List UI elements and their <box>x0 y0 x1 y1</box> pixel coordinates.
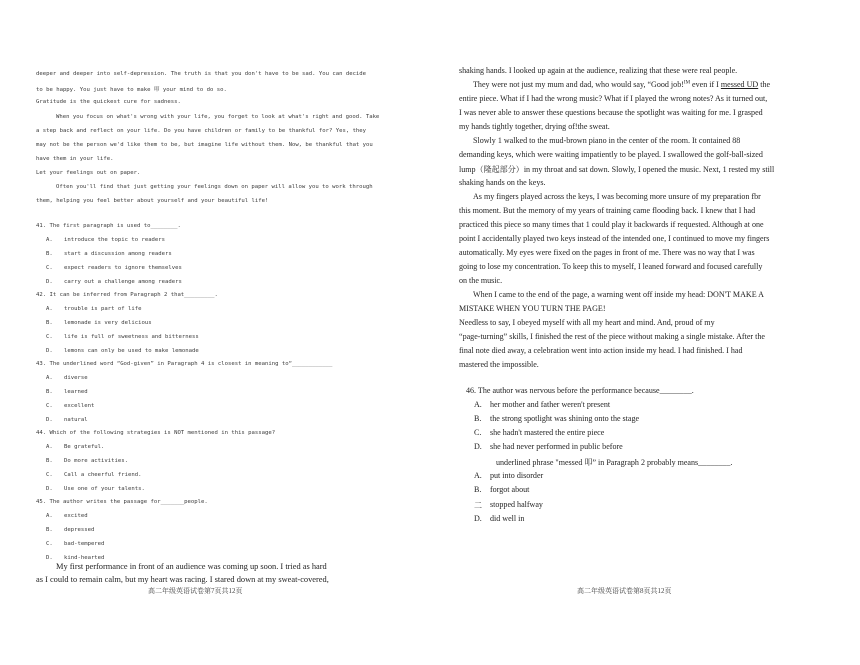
option-letter: D. <box>474 442 482 451</box>
option-text: stopped halfway <box>490 500 543 509</box>
option-letter: A. <box>474 471 482 480</box>
option-text: diverse <box>64 375 88 381</box>
option-text: learned <box>64 389 88 395</box>
story-line: going to lose my concentration. To keep this to myself, I leaned forward and focused carefully <box>459 262 763 271</box>
option-letter: A. <box>46 237 53 243</box>
option-letter: C. <box>46 334 53 340</box>
story-line: demanding keys, which were waiting impatiently to be played. I swallowed the golf-ball-sized <box>459 150 763 159</box>
option-letter: A. <box>46 444 53 450</box>
option-text: forgot about <box>490 485 530 494</box>
option-letter: A. <box>46 513 53 519</box>
option-text: kind-hearted <box>64 555 105 561</box>
option-text: Do more activities. <box>64 458 128 464</box>
story-line: my hands tightly together, drying of!the sweat. <box>459 122 610 131</box>
option-text: expect readers to ignore themselves <box>64 265 182 271</box>
option-text: excited <box>64 513 88 519</box>
option-text: lemonade is very delicious <box>64 320 152 326</box>
left-para-line: them, helping you feel better about yourself and your beautiful life! <box>36 198 269 204</box>
story-line: this moment. But the memory of my years of training came flooding back. I knew that I had <box>459 206 756 215</box>
left-para-line: Let your feelings out on paper. <box>36 170 141 176</box>
option-letter: D. <box>46 555 53 561</box>
left-para-line: to be happy. You just have to make 叩 your mind to do so. <box>36 87 227 93</box>
left-para-line: Often you'll find that just getting your feelings down on paper will allow you to work through <box>56 184 373 190</box>
option-letter: C. <box>46 541 53 547</box>
story-line: practiced this piece so many times that 1 could play it backwards if requested. Although at one <box>459 220 764 229</box>
option-letter: D. <box>474 514 482 523</box>
option-letter: C. <box>46 472 53 478</box>
option-text: life is full of sweetness and bitterness <box>64 334 199 340</box>
option-letter: A. <box>46 375 53 381</box>
left-para-line: When you focus on what's wrong with your life, you forget to look at what's right and good. Take <box>56 114 380 120</box>
option-letter: D. <box>46 486 53 492</box>
page-footer-right: 高二年级英语试卷第8页共12页 <box>577 587 672 595</box>
option-text: natural <box>64 417 88 423</box>
option-letter: D. <box>46 417 53 423</box>
option-letter: A. <box>46 306 53 312</box>
question-stem: 43. The underlined word “God-given” in Paragraph 4 is closest in meaning to“____________ <box>36 361 333 367</box>
option-letter: B. <box>46 527 53 533</box>
story-line: automatically. My eyes were fixed on the pages in front of me. There was no way that I was <box>459 248 755 257</box>
option-text: introduce the topic to readers <box>64 237 166 243</box>
option-letter: C. <box>46 403 53 409</box>
story-line: “page-turning” skills, I finished the rest of the piece without making a single mistake. After the <box>459 332 765 341</box>
option-letter: B. <box>46 458 53 464</box>
story-line: on the music. <box>459 276 503 285</box>
story-line: final note died away, a celebration went into action inside my head. I had finished. I had <box>459 346 743 355</box>
option-text: depressed <box>64 527 95 533</box>
story-line: Slowly 1 walked to the mud-brown piano in the center of the room. It contained 88 <box>473 136 741 145</box>
story-line: shaking hands on the keys. <box>459 178 546 187</box>
option-text: start a discussion among readers <box>64 251 172 257</box>
left-para-line: have them in your life. <box>36 156 114 162</box>
option-text: the strong spotlight was shining onto the stage <box>490 414 640 423</box>
story-line: My first performance in front of an audience was coming up soon. I tried as hard <box>56 562 327 571</box>
option-text: she hadn't mastered the entire piece <box>490 428 605 437</box>
page-footer-left: 高二年级英语试卷第7页共12页 <box>148 587 243 595</box>
option-letter: D. <box>46 348 53 354</box>
story-line: lump（隆起部分）in my throat and sat down. Slowly, I opened the music. Next, 1 rested my still <box>459 165 775 174</box>
option-text: bad-tempered <box>64 541 105 547</box>
option-text: trouble is part of life <box>64 306 142 312</box>
option-letter: B. <box>474 414 482 423</box>
option-letter: 二 <box>474 501 483 510</box>
option-letter: B. <box>474 485 482 494</box>
option-letter: C. <box>474 428 482 437</box>
story-line: Needless to say, I obeyed myself with all my heart and mind. And, proud of my <box>459 318 715 327</box>
left-para-line: deeper and deeper into self-depression. The truth is that you don't have to be sad. You can decide <box>36 71 367 77</box>
option-text: Be grateful. <box>64 444 105 450</box>
option-text: carry out a challenge among readers <box>64 279 182 285</box>
option-text: did well in <box>490 514 525 523</box>
option-text: Use one of your talents. <box>64 486 145 492</box>
story-line: They were not just my mum and dad, who would say, “Good job!$^{IM}$ even if I messed UD the <box>473 80 771 89</box>
question-stem: underlined phrase "messed 叩” in Paragraph 2 probably means________. <box>496 458 733 467</box>
story-line: MISTAKE WHEN YOU TURN THE PAGE! <box>459 304 606 313</box>
story-line: entire piece. What if I had the wrong music? What if I played the wrong notes? As it turned out, <box>459 94 768 103</box>
option-text: excellent <box>64 403 95 409</box>
option-text: lemons can only be used to make lemonade <box>64 348 199 354</box>
story-line: When I came to the end of the page, a warning went off inside my head: DON'T MAKE A <box>473 290 764 299</box>
left-para-line: Gratitude is the quickest cure for sadness. <box>36 99 181 105</box>
option-letter: B. <box>46 389 53 395</box>
story-line: shaking hands. I looked up again at the audience, realizing that these were real people. <box>459 66 738 75</box>
left-para-line: a step back and reflect on your life. Do you have children or family to be thankful for? Yes, they <box>36 128 367 134</box>
option-letter: B. <box>46 251 53 257</box>
option-text: her mother and father weren't present <box>490 400 611 409</box>
option-letter: B. <box>46 320 53 326</box>
underlined-phrase: messed UD <box>720 80 759 89</box>
story-line: I was never able to answer these questions because the spotlight was waiting for me. I grasped <box>459 108 763 117</box>
question-stem: 45. The author writes the passage for_______people. <box>36 499 208 505</box>
option-text: put into disorder <box>490 471 544 480</box>
option-letter: D. <box>46 279 53 285</box>
left-para-line: may not be the person we'd like them to be, but imagine life without them. Now, be thankful that you <box>36 142 373 148</box>
question-stem: 46. The author was nervous before the performance because________. <box>466 386 694 395</box>
story-line: mastered the impossible. <box>459 360 539 369</box>
option-letter: C. <box>46 265 53 271</box>
question-stem: 41. The first paragraph is used to________. <box>36 223 181 229</box>
option-letter: A. <box>474 400 482 409</box>
story-line: point I accidentally played two keys instead of the intended one, I continued to move my fingers <box>459 234 770 243</box>
story-line: as I could to remain calm, but my heart was racing. I stared down at my sweat-covered, <box>36 575 329 584</box>
option-text: Call a cheerful friend. <box>64 472 142 478</box>
question-stem: 44. Which of the following strategies is NOT mentioned in this passage? <box>36 430 276 436</box>
option-text: she had never performed in public before <box>490 442 623 451</box>
story-line: As my fingers played across the keys, I was becoming more unsure of my preparation fbr <box>473 192 761 201</box>
question-stem: 42. It can be inferred from Paragraph 2 that_________. <box>36 292 218 298</box>
